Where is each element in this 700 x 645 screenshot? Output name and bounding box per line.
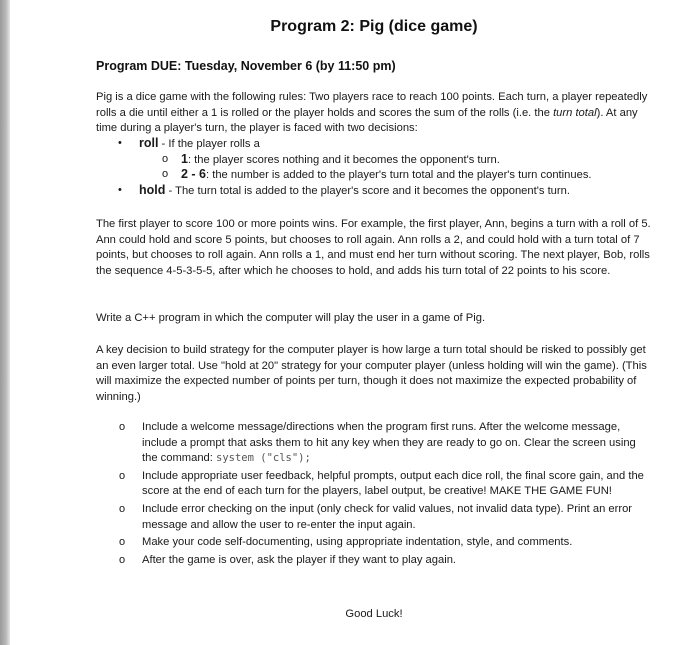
sub-bullet-circle: o [119,553,126,566]
requirement-error-checking [96,502,652,533]
decisions-list [96,136,652,198]
hold-keyword: hold [139,182,166,197]
decision-hold [96,183,652,199]
requirement-play-again [96,553,652,569]
requirement-feedback-text: Include appropriate user feedback, helpful prompts, output each dice roll, the final score gain, and the score at the end of each turn for the players, label output, be creative! MAKE THE GAME FUN! [142,469,644,498]
sub-bullet-circle: o [119,536,126,549]
requirement-welcome-text: Include a welcome message/directions when the program first runs. After the welcome message, include a prompt that asks them to hit any key when they are ready to go on. Clear the screen using the command: [142,421,636,465]
task-paragraph: Write a C++ program in which the computer will play the user in a game of Pig. [96,312,486,324]
roll-case-one [96,152,652,168]
requirement-error-checking-text: Include error checking on the input (only check for valid values, not invalid data type). Print an error message and allow the user to re-enter the input again. [142,502,633,531]
sub-bullet-circle: o [162,152,169,165]
closing-good-luck: Good Luck! [345,608,403,620]
roll-case-two [96,167,652,183]
roll-keyword: roll [139,136,159,150]
requirement-welcome [96,420,652,467]
sub-bullet-circle: o [162,168,169,181]
due-date: Program DUE: Tuesday, November 6 (by 11:50 pm) [96,59,396,73]
document-page [96,0,652,645]
decision-roll [96,136,652,152]
intro-text-after: ). At any time during a player's turn, the player is faced with two decisions: [96,106,638,135]
requirements-list [96,420,652,570]
roll-case-one-text: : the player scores nothing and it becomes the opponent's turn. [187,153,500,166]
sub-bullet-circle: o [119,469,126,482]
requirement-self-documenting-text: Make your code self-documenting, using appropriate indentation, style, and comments. [142,536,573,549]
requirement-play-again-text: After the game is over, ask the player if they want to play again. [142,553,457,566]
intro-paragraph [96,90,652,137]
roll-case-two-key: 2 - 6 [181,167,207,182]
roll-case-two-text: : the number is added to the player's turn total and the player's turn continues. [206,169,592,182]
document-title: Program 2: Pig (dice game) [270,18,478,35]
intro-text-before: Pig is a dice game with the following rules: Two players race to reach 100 points. Each turn, a player repeatedly rolls a die until either a 1 is rolled or the player holds and scores the sum of the rolls (i.e. the [96,91,648,119]
strategy-paragraph: A key decision to build strategy for the computer player is how large a turn total should be risked to possibly get an even larger total. Use "hold at 20" strategy for your computer player (unless holding will win the game). (This will maximize the expected number of points per turn, though it does not maximize the expected probability of winning.) [96,344,647,403]
requirement-self-documenting [96,535,652,551]
sub-bullet-circle: o [119,502,126,515]
example-paragraph: The first player to score 100 or more points wins. For example, the first player, Ann, begins a turn with a roll of 5. Ann could hold and score 5 points, but chooses to roll again. Ann rolls a 2, and could hold with a turn total of 7 points, but chooses to roll again. Ann rolls a 1, and must end her turn without scoring. The next player, Bob, rolls the sequence 4-5-3-5-5, after which he chooses to hold, and adds his turn total of 22 points to his score. [96,218,651,277]
bullet-dot: • [118,137,122,149]
requirement-feedback [96,469,652,500]
bullet-dot: • [118,183,122,196]
roll-description: - If the player rolls a [158,138,260,150]
turn-total-emphasis: turn total [553,106,597,119]
sub-bullet-circle: o [119,421,126,433]
roll-case-one-key: 1 [181,151,188,166]
page-left-edge-shadow [0,0,10,645]
clear-screen-code: system ("cls"); [216,452,311,465]
hold-description: - The turn total is added to the player's score and it becomes the opponent's turn. [165,184,570,197]
